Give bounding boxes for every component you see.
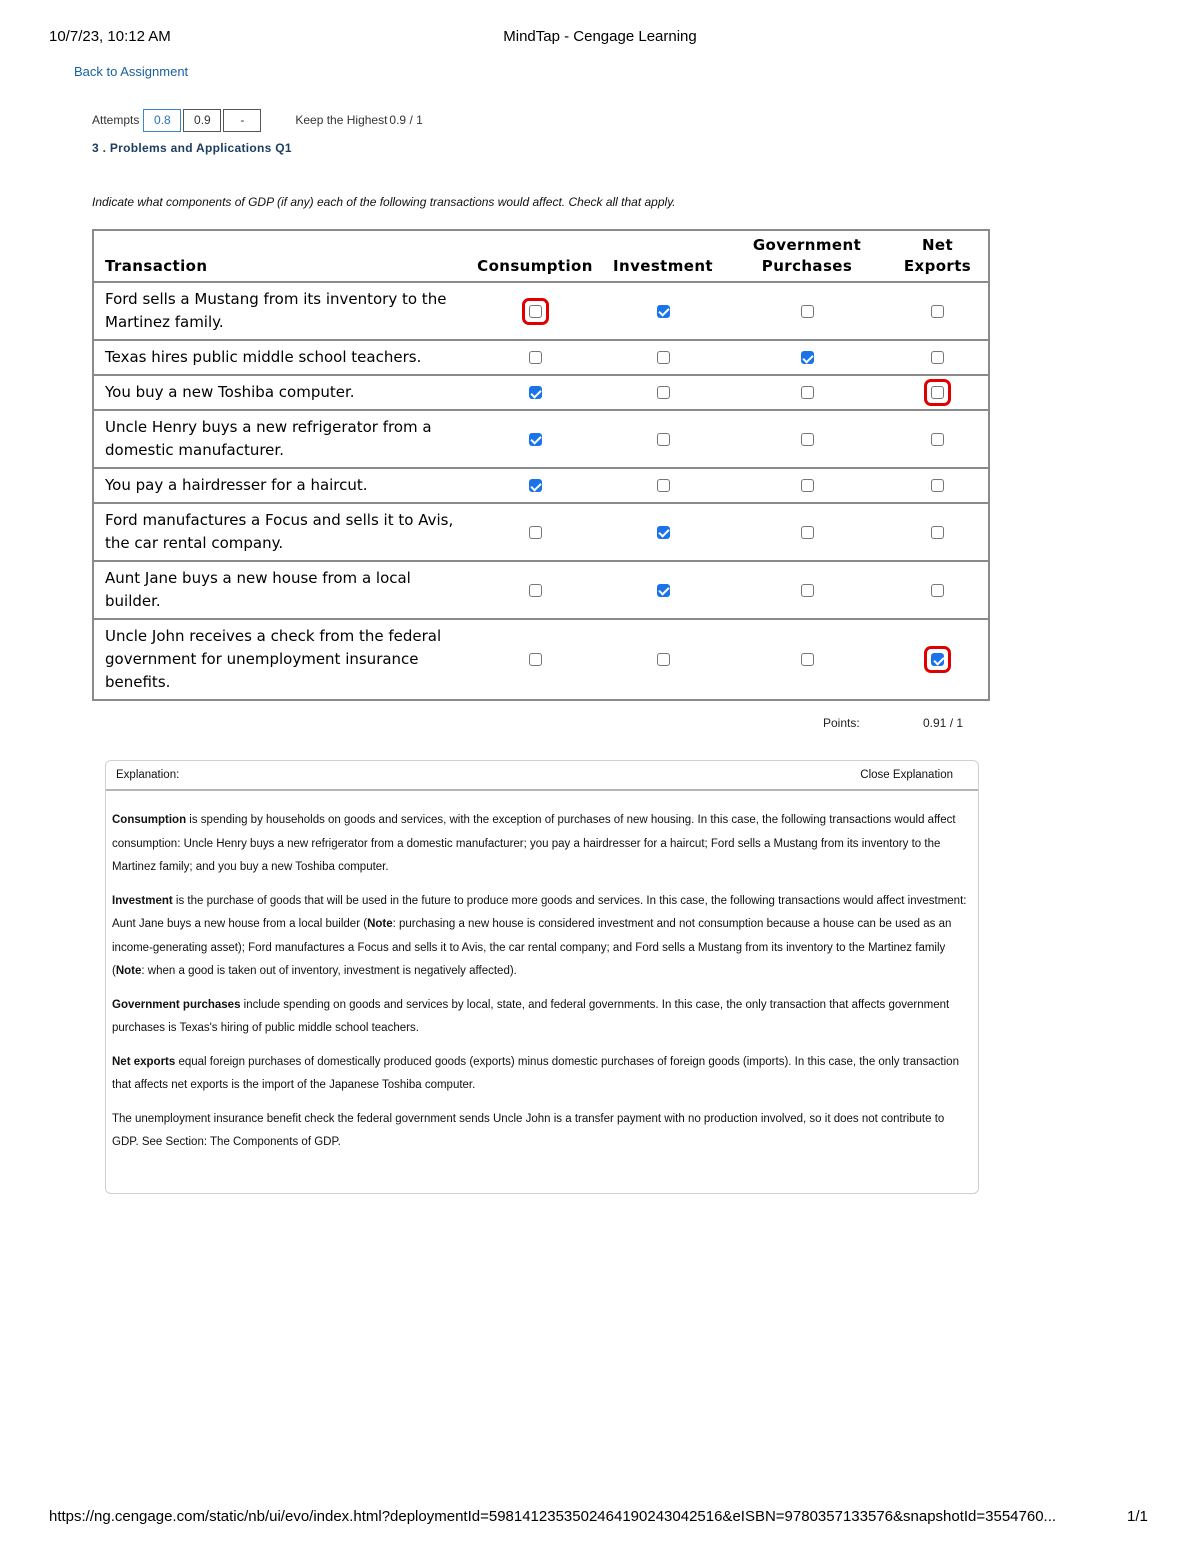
header-consumption: Consumption xyxy=(477,257,593,275)
cell-net-exports xyxy=(887,503,989,561)
term-government: Government purchases xyxy=(112,998,241,1011)
text-investment-2: : purchasing a new house is considered investment and not consumption because a house can be used as an income-generating asset); Ford manufactures a Focus and sells it to Avis, the car rental company; and Ford sells a Mustang from its inventory to the Martinez family ( xyxy=(112,918,952,977)
cell-consumption xyxy=(471,468,599,503)
transaction-text: You pay a hairdresser for a haircut. xyxy=(93,468,471,503)
table-row xyxy=(93,468,989,503)
text-government: include spending on goods and services by local, state, and federal governments. In this case, the only transaction that affects government purchases is Texas's hiring of public middle school teachers. xyxy=(112,998,950,1034)
cell-net-exports xyxy=(887,282,989,340)
explanation-body xyxy=(106,791,978,1155)
explanation-investment xyxy=(112,890,970,984)
header-net-exports xyxy=(887,230,989,282)
table-row xyxy=(93,340,989,375)
transaction-text: Ford manufactures a Focus and sells it to Avis, the car rental company. xyxy=(93,503,471,561)
term-net-exports: Net exports xyxy=(112,1055,176,1068)
points-label: Points: xyxy=(823,716,860,730)
cell-investment xyxy=(599,503,727,561)
transaction-text: Uncle Henry buys a new refrigerator from a domestic manufacturer. xyxy=(93,410,471,468)
consumption-checkbox[interactable] xyxy=(529,351,542,364)
cell-investment xyxy=(599,375,727,410)
government-purchases-checkbox[interactable] xyxy=(801,305,814,318)
cell-consumption xyxy=(471,340,599,375)
incorrect-marker xyxy=(522,298,549,325)
government-purchases-checkbox[interactable] xyxy=(801,351,814,364)
attempt-3-button[interactable]: - xyxy=(223,109,261,132)
cell-consumption xyxy=(471,410,599,468)
incorrect-marker xyxy=(924,646,951,673)
question-title: 3 . Problems and Applications Q1 xyxy=(92,141,292,155)
cell-investment xyxy=(599,619,727,700)
keep-highest-label: Keep the Highest xyxy=(295,113,388,127)
attempts-label: Attempts xyxy=(92,113,140,127)
cell-net-exports xyxy=(887,340,989,375)
consumption-checkbox[interactable] xyxy=(529,433,542,446)
explanation-closing: The unemployment insurance benefit check the federal government sends Uncle John is a transfer payment with no production involved, so it does not contribute to GDP. See Section: The Components of GDP. xyxy=(112,1112,945,1148)
table-row xyxy=(93,503,989,561)
cell-investment xyxy=(599,340,727,375)
print-timestamp: 10/7/23, 10:12 AM xyxy=(49,28,171,45)
investment-checkbox[interactable] xyxy=(657,351,670,364)
consumption-checkbox[interactable] xyxy=(529,584,542,597)
cell-consumption xyxy=(471,619,599,700)
term-consumption: Consumption xyxy=(112,814,187,826)
table-header-row xyxy=(93,230,989,282)
text-investment-3: : when a good is taken out of inventory, investment is negatively affected). xyxy=(141,965,517,977)
header-transaction: Transaction xyxy=(105,257,208,275)
text-consumption: is spending by households on goods and services, with the exception of purchases of new housing. In this case, the following transactions would affect consumption: Uncle Henry buys a new refrigerator from a domestic manufacturer; you pay a hairdresser for a haircut; Ford sells a Mustang from its inventory to the Martinez family; and you buy a new Toshiba computer. xyxy=(112,814,956,873)
term-note-2: Note xyxy=(115,965,142,977)
investment-checkbox[interactable] xyxy=(657,479,670,492)
government-purchases-checkbox[interactable] xyxy=(801,479,814,492)
cell-government-purchases xyxy=(727,282,887,340)
investment-checkbox[interactable] xyxy=(657,653,670,666)
government-purchases-checkbox[interactable] xyxy=(801,433,814,446)
net-exports-checkbox[interactable] xyxy=(931,351,944,364)
government-purchases-checkbox[interactable] xyxy=(801,386,814,399)
cell-consumption xyxy=(471,375,599,410)
cell-investment xyxy=(599,468,727,503)
cell-investment xyxy=(599,282,727,340)
consumption-checkbox[interactable] xyxy=(529,305,542,318)
cell-consumption xyxy=(471,503,599,561)
points-value: 0.91 / 1 xyxy=(923,716,964,730)
consumption-checkbox[interactable] xyxy=(529,386,542,399)
header-investment: Investment xyxy=(613,257,713,275)
explanation-title: Explanation: xyxy=(116,769,180,781)
table-row xyxy=(93,619,989,700)
consumption-checkbox[interactable] xyxy=(529,526,542,539)
attempt-1-button[interactable]: 0.8 xyxy=(143,109,181,132)
attempt-2-button[interactable]: 0.9 xyxy=(183,109,221,132)
cell-government-purchases xyxy=(727,375,887,410)
explanation-government xyxy=(112,994,970,1041)
table-row xyxy=(93,410,989,468)
cell-consumption xyxy=(471,282,599,340)
transaction-text: Uncle John receives a check from the federal government for unemployment insurance benefits. xyxy=(93,619,471,700)
cell-government-purchases xyxy=(727,503,887,561)
government-purchases-checkbox[interactable] xyxy=(801,653,814,666)
net-exports-checkbox[interactable] xyxy=(931,526,944,539)
print-url: https://ng.cengage.com/static/nb/ui/evo/index.html?deploymentId=5981412353502464190243042516&eISBN=9780357133576&snapshotId=3554760... xyxy=(49,1508,1057,1525)
cell-net-exports xyxy=(887,375,989,410)
explanation-panel xyxy=(105,760,979,1194)
transaction-text: You buy a new Toshiba computer. xyxy=(93,375,471,410)
table-row xyxy=(93,282,989,340)
cell-government-purchases xyxy=(727,468,887,503)
back-to-assignment-link[interactable]: Back to Assignment xyxy=(74,64,189,79)
investment-checkbox[interactable] xyxy=(657,584,670,597)
header-net-line2: Exports xyxy=(903,257,972,275)
cell-government-purchases xyxy=(727,340,887,375)
investment-checkbox[interactable] xyxy=(657,526,670,539)
explanation-header xyxy=(106,761,978,791)
net-exports-checkbox[interactable] xyxy=(931,479,944,492)
header-government-purchases xyxy=(727,230,887,282)
cell-government-purchases xyxy=(727,410,887,468)
net-exports-checkbox[interactable] xyxy=(931,584,944,597)
header-government-line2: Purchases xyxy=(761,257,853,275)
cell-net-exports xyxy=(887,410,989,468)
attempts-bar xyxy=(92,108,423,132)
consumption-checkbox[interactable] xyxy=(529,653,542,666)
transaction-text: Texas hires public middle school teachers. xyxy=(93,340,471,375)
cell-net-exports xyxy=(887,561,989,619)
transaction-text: Aunt Jane buys a new house from a local builder. xyxy=(93,561,471,619)
cell-net-exports xyxy=(887,619,989,700)
print-page-title: MindTap - Cengage Learning xyxy=(503,28,697,45)
incorrect-marker xyxy=(924,379,951,406)
header-government-line1: Government xyxy=(752,236,862,254)
print-page-number: 1/1 xyxy=(1127,1508,1148,1525)
government-purchases-checkbox[interactable] xyxy=(801,584,814,597)
table-row xyxy=(93,375,989,410)
text-net-exports: equal foreign purchases of domestically produced goods (exports) minus domestic purchases of foreign goods (imports). In this case, the only transaction that affects net exports is the import of the Japanese Toshiba computer. xyxy=(112,1055,959,1091)
header-net-line1: Net xyxy=(921,236,954,254)
cell-government-purchases xyxy=(727,561,887,619)
investment-checkbox[interactable] xyxy=(657,386,670,399)
cell-consumption xyxy=(471,561,599,619)
investment-checkbox[interactable] xyxy=(657,305,670,318)
cell-government-purchases xyxy=(727,619,887,700)
net-exports-checkbox[interactable] xyxy=(931,386,944,399)
net-exports-checkbox[interactable] xyxy=(931,305,944,318)
close-explanation-button[interactable]: Close Explanation xyxy=(860,769,953,781)
transaction-text: Ford sells a Mustang from its inventory to the Martinez family. xyxy=(93,282,471,340)
gdp-components-table xyxy=(92,229,990,701)
cell-investment xyxy=(599,410,727,468)
consumption-checkbox[interactable] xyxy=(529,479,542,492)
table-row xyxy=(93,561,989,619)
term-investment: Investment xyxy=(112,894,173,907)
explanation-net-exports xyxy=(112,1051,970,1098)
cell-net-exports xyxy=(887,468,989,503)
question-instructions: Indicate what components of GDP (if any) each of the following transactions would affect. Check all that apply. xyxy=(92,195,676,209)
investment-checkbox[interactable] xyxy=(657,433,670,446)
explanation-consumption xyxy=(112,809,970,880)
government-purchases-checkbox[interactable] xyxy=(801,526,814,539)
net-exports-checkbox[interactable] xyxy=(931,653,944,666)
text-investment-1: is the purchase of goods that will be used in the future to produce more goods and services. In this case, the following transactions would affect investment: Aunt Jane buys a new house from a local builder ( xyxy=(112,894,967,930)
term-note-1: Note xyxy=(367,918,393,930)
cell-investment xyxy=(599,561,727,619)
keep-highest-score: 0.9 / 1 xyxy=(389,113,423,127)
net-exports-checkbox[interactable] xyxy=(931,433,944,446)
